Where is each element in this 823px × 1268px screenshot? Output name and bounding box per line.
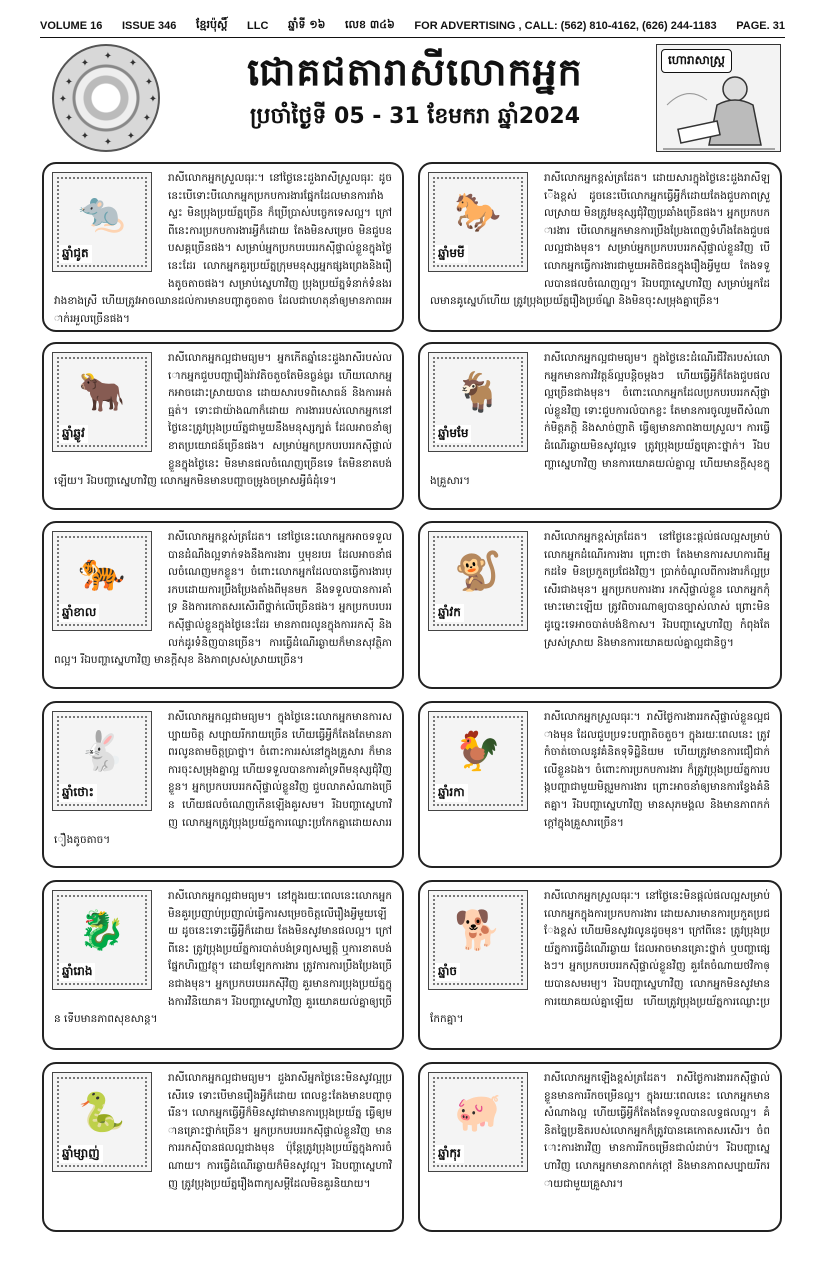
page-subtitle: ប្រចាំថ្ងៃទី 05 - 31 ខែមករា ឆ្នាំ2024	[249, 104, 581, 129]
goat-icon: 🐐	[454, 370, 502, 415]
zodiac-emblem	[52, 352, 152, 452]
horoscope-text: រាសីលោកអ្នកល្អជាមធ្យម។ អ្នកកើតឆ្នាំនេះដួងរាសីរបស់លោកអ្នកជួបបញ្ហារឿងរ៉ាវតិចតួចតែមិនធ្ងន់ធ្ងរ ហើយលោកអ្នកអាចដោះស្រាយបាន ដោយសារបទពិសោធន៍ និងការអត់ធ្មត់។ ទោះជាយ៉ាងណាក៏ដោយ ការងាររបស់លោកអ្នកនៅថ្ងៃនេះត្រូវប្រុងប្រយ័ត្នជាមួយនឹងមនុស្សក្បត់ ដែលអាចនាំឲ្យខាតប្រយោជន៍ច្រើនផង។ សម្រាប់អ្នកប្រកបរបររកស៊ីផ្ទាល់ខ្លួនក្នុងថ្ងៃនេះ មិនមានផលចំណេញច្រើនទេ តែមិនខាតបង់ឡើយ។ រីឯបញ្ហាស្នេហាវិញ លោកអ្នកមិនមានបញ្ហាចម្រូងចម្រាសអ្វីធំដុំទេ។	[54, 352, 392, 488]
horoscope-text: រាសីលោកអ្នកឡើងខ្ពស់ត្រដែត។ រាសីថ្ងៃការងាររកស៊ីផ្ទាល់ខ្លួនមានការរីកចម្រើនល្អ។ ក្នុងរយៈពេលនេះ លោកអ្នកមានសំណាងល្អ ហើយធ្វើអ្វីក៏តែងតែទទួលបានលទ្ធផលល្អ។ គំនិតច្នៃប្រឌិតរបស់លោកអ្នកក៏ត្រូវបានគេកោតសរសើរ។ ចំពោះការងារវិញ មានការរីកចម្រើនជាលំដាប់។ រីឯបញ្ហាស្នេហាវិញ លោកអ្នកមានភាពកក់ក្តៅ និងមានភាពសប្បាយរីករាយជាមួយគ្រួសារ។	[544, 1072, 770, 1190]
horoscope-text: រាសីលោកអ្នកខ្ពស់ត្រដែត។ នៅថ្ងៃនេះលោកអ្នកអាចទទួលបានដំណឹងល្អទាក់ទងនឹងការងារ ឬមុខរបរ ដែលអាចនាំផលចំណេញមកខ្លួន។ ចំពោះលោកអ្នកដែលបានធ្វើការងារប្រកបដោយការប្រឹងប្រែងតាំងពីមុនមក នឹងទទួលបានការគាំទ្រ និងការកោតសរសើរពីថ្នាក់លើច្រើនផង។ អ្នកប្រកបរបររកស៊ីផ្ទាល់ខ្លួនក្នុងថ្ងៃនេះដែរ មានភាពរលូនក្នុងការរកស៊ី និងលក់ដូរទំនិញបានច្រើន។ ការធ្វើដំណើរឆ្ងាយក៏មានសុវត្ថិភាពល្អ។ រីឯបញ្ហាស្នេហាវិញ មានក្តីសុខ និងភាពស្រស់ស្រាយច្រើន។	[54, 531, 392, 667]
horoscope-text: រាសីលោកអ្នកល្អជាមធ្យម។ នៅក្នុងរយៈពេលនេះលោកអ្នកមិនគួរប្រញាប់ប្រញាល់ធ្វើការសម្រេចចិត្តលើរឿងអ្វីមួយឡើយ ដូចនេះទោះធ្វើអ្វីក៏ដោយ តែងមិនសូវមានផលល្អ។ ក្រៅពីនេះ ត្រូវប្រុងប្រយ័ត្នការបាត់បង់ទ្រព្យសម្បត្តិ ឬការខាតបង់ផ្នែកហិរញ្ញវត្ថុ។ ដោយឡែកការងារ ត្រូវការការប្រឹងប្រែងច្រើនជាងមុន។ អ្នកប្រកបរបររកស៊ីវិញ គួរមានការប្រុងប្រយ័ត្នក្នុងការវិនិយោគ។ រីឯបញ្ហាស្នេហាវិញ គួរយោគយល់គ្នាឲ្យច្រើន ទើបមានភាពសុខសាន្ត។	[54, 890, 392, 1026]
monkey-icon: 🐒	[454, 549, 502, 594]
zodiac-emblem	[52, 172, 152, 272]
horoscope-card-monkey	[418, 521, 782, 689]
horoscope-text: រាសីលោកអ្នកស្រួលធុរៈ។ នៅថ្ងៃនេះដួងរាសីស្រួលធុរៈ ដូចនេះបើទោះបីលោកអ្នកប្រកបការងារផ្នែកដែលមានការរាំងស្ទះ មិនប្រុងប្រយ័ត្នច្រើន ក៏ប្រើប្រាស់បច្ចេកទេសល្អ។ ក្រៅពីនេះការប្រកបការងារអ្វីក៏ដោយ តែងមិនសម្រេច មិនជួបឧបសគ្គច្រើនផង។ សម្រាប់អ្នកប្រកបរបររកស៊ីផ្ទាល់ខ្លួនក្នុងថ្ងៃនេះដែរ លោកអ្នកគួរប្រយ័ត្នក្រុមមនុស្សអ្នកផ្សងព្រេងនិងរឿងតូចតាចផង។ សម្រាប់ស្នេហាវិញ ប្រុងប្រយ័ត្នទំនាក់ទំនងរវាងខាងស្រី ហើយត្រូវអាចឈានដល់ការមានបញ្ហាតូចតាច ដែលជាហេតុនាំឲ្យមានភាពរអាក់រអួលច្រើនផង។	[54, 172, 392, 325]
year-label: ឆ្នាំវក	[435, 604, 464, 622]
horoscope-text: រាសីលោកអ្នកល្អជាមធ្យម។ ក្នុងថ្ងៃនេះលោកអ្នកមានការសប្បាយចិត្ត សប្បាយរីករាយច្រើន ហើយធ្វើអ្វីក៏តែងតែមានភាពរលូនតាមចិត្តប្រាថ្នា។ ចំពោះការរស់នៅក្នុងគ្រួសារ ក៏មានការចុះសម្រុងគ្នាល្អ ហើយទទួលបានការគាំទ្រពីមនុស្សជុំវិញខ្លួន។ អ្នកប្រកបរបររកស៊ីផ្ទាល់ខ្លួនវិញ ជួបលាភសំណាងច្រើន ហើយផលចំណេញកើនឡើងគួរសម។ រីឯបញ្ហាស្នេហាវិញ លោកអ្នកត្រូវប្រុងប្រយ័ត្នការឈ្លោះប្រកែកគ្នាដោយសាររឿងតូចតាច។	[54, 711, 392, 847]
zodiac-emblem	[428, 172, 528, 272]
zodiac-emblem	[52, 1072, 152, 1172]
snake-icon: 🐍	[78, 1090, 126, 1135]
ox-icon: 🐂	[78, 370, 126, 415]
horoscope-card-dog	[418, 880, 782, 1050]
dragon-icon: 🐉	[78, 908, 126, 953]
year-label: ឆ្នាំរោង	[59, 963, 95, 981]
issue-khmer: លេខ ៣៤៦	[345, 17, 395, 31]
horoscope-card-ox	[42, 342, 404, 510]
page-title: ជោគជតារាសីលោកអ្នក	[247, 50, 583, 94]
horoscope-card-dragon	[42, 880, 404, 1050]
issue-label: ISSUE 346	[121, 19, 177, 32]
rat-icon: 🐀	[78, 190, 126, 235]
horoscope-text: រាសីលោកអ្នកស្រួលធុរៈ។ នៅថ្ងៃនេះមិនផ្តល់ផលល្អសម្រាប់លោកអ្នកក្នុងការប្រកបការងារ ដោយសារមានការប្រកួតប្រជែងខ្ពស់ ហើយមិនសូវរលូនដូចមុន។ ក្រៅពីនេះ ត្រូវប្រុងប្រយ័ត្នការធ្វើដំណើរឆ្ងាយ ដែលអាចមានគ្រោះថ្នាក់ ឬបញ្ហាផ្សេងៗ។ អ្នកប្រកបរបររកស៊ីផ្ទាល់ខ្លួនវិញ គួរតែចំណាយថវិកាឲ្យបានសមរម្យ។ រីឯបញ្ហាស្នេហាវិញ លោកអ្នកមិនសូវមានការយោគយល់គ្នាឡើយ ហើយត្រូវប្រុងប្រយ័ត្នការឈ្លោះប្រកែកគ្នា។	[430, 890, 771, 1026]
pig-icon: 🐖	[454, 1090, 502, 1135]
volume-label: VOLUME 16	[40, 19, 103, 32]
horoscope-card-tiger	[42, 521, 404, 689]
year-label: ឆ្នាំម្សាញ់	[59, 1145, 103, 1163]
year-label: ឆ្នាំខាល	[59, 604, 99, 622]
horoscope-text: រាសីលោកអ្នកស្រួលធុរៈ។ រាសីថ្ងៃការងាររកស៊ីផ្ទាល់ខ្លួនល្អជាងមុន ដែលជួបប្រទះបញ្ហាតិចតួច។ ក្នុងរយៈពេលនេះ ត្រូវកំចាត់ចោលនូវគំនិតទុទិដ្ឋិនិយម ហើយត្រូវមានការជឿជាក់លើខ្លួនឯង។ ចំពោះការប្រកបការងារ ក៏ត្រូវប្រុងប្រយ័ត្នការបង្កបញ្ហាជាមួយមិត្តរួមការងារ ព្រោះអាចនាំឲ្យមានការខ្វែងគំនិតគ្នា។ រីឯបញ្ហាស្នេហាវិញ មានសុភមង្គល និងមានភាពកក់ក្តៅក្នុងគ្រួសារច្រើន។	[544, 711, 770, 829]
llc-label: LLC	[247, 19, 269, 32]
horoscope-card-rooster	[418, 701, 782, 868]
rabbit-icon: 🐇	[78, 729, 126, 774]
advertising-contact: FOR ADVERTISING , CALL: (562) 810-4162, (626) 244-1183	[414, 19, 717, 32]
zodiac-emblem	[428, 890, 528, 990]
year-label: ឆ្នាំមមី	[435, 245, 468, 263]
horoscope-text: រាសីលោកអ្នកល្អជាមធ្យម។ ក្នុងថ្ងៃនេះដំណើរជីវិតរបស់លោកអ្នកមានការវិវត្តន៍ល្អបន្តិចម្តងៗ ហើយធ្វើអ្វីក៏តែងជួបផលល្អច្រើនជាងមុន។ ចំពោះលោកអ្នកដែលប្រកបរបររកស៊ីផ្ទាល់ខ្លួនវិញ ទោះជួបការលំបាកខ្លះ តែមានការចូលរួមពីសំណាក់មិត្តភក្តិ និងសាច់ញាតិ ធ្វើឲ្យមានភាពងាយស្រួល។ ការធ្វើដំណើរឆ្ងាយមិនសូវល្អទេ ត្រូវប្រុងប្រយ័ត្នគ្រោះថ្នាក់។ រីឯបញ្ហាស្នេហាវិញ មានការយោគយល់គ្នាល្អ ហើយមានក្តីសុខក្នុងគ្រួសារ។	[430, 352, 770, 488]
year-label: ឆ្នាំថោះ	[59, 784, 97, 802]
astrologer-label: ហោរាសាស្ត្រ	[661, 49, 732, 73]
year-khmer: ឆ្នាំទី ១៦	[288, 17, 326, 31]
horoscope-text: រាសីលោកអ្នកខ្ពស់ត្រដែត។ នៅថ្ងៃនេះផ្តល់ផលល្អសម្រាប់លោកអ្នកដំណើរការងារ ព្រោះថា តែងមានការសហការពីអ្នកដទៃ មិនប្រកួតប្រជែងវិញ។ ប្រាក់ចំណូលពីការងារក៏ល្អប្រសើរជាងមុន។ អ្នកប្រកបការងារ រកស៊ីផ្ទាល់ខ្លួន លោកអ្នកកុំមោះមោះឡើយ ត្រូវពិចារណាឲ្យបានច្បាស់លាស់ ព្រោះមិនដូច្នេះទេអាចបាត់បង់ឱកាស។ រីឯបញ្ហាស្នេហាវិញ កំពុងតែស្រស់ស្រាយ និងមានការយោគយល់គ្នាល្អជានិច្ច។	[544, 531, 770, 649]
masthead-bar	[40, 14, 785, 38]
horoscope-card-goat	[418, 342, 782, 510]
zodiac-emblem	[52, 711, 152, 811]
horoscope-card-rat	[42, 162, 404, 332]
horoscope-card-rabbit	[42, 701, 404, 868]
dog-icon: 🐕	[454, 908, 502, 953]
horoscope-card-horse	[418, 162, 782, 332]
publication-name: ខ្មែរប៉ុស្តិ៍	[196, 17, 228, 31]
zodiac-emblem	[428, 531, 528, 631]
year-label: ឆ្នាំឆ្លូវ	[59, 425, 88, 443]
rooster-icon: 🐓	[454, 729, 502, 774]
zodiac-emblem	[52, 890, 152, 990]
astrologer-illustration	[656, 44, 781, 152]
tiger-icon: 🐅	[78, 549, 126, 594]
zodiac-emblem	[52, 531, 152, 631]
horse-icon: 🐎	[454, 190, 502, 235]
horoscope-card-pig	[418, 1062, 782, 1232]
zodiac-wheel-icon: ✦ ✦ ✦ ✦ ✦ ✦ ✦ ✦ ✦ ✦ ✦ ✦	[52, 44, 160, 152]
zodiac-emblem	[428, 711, 528, 811]
page-number: PAGE. 31	[736, 19, 785, 32]
year-label: ឆ្នាំមមែ	[435, 425, 471, 443]
year-label: ឆ្នាំជូត	[59, 245, 92, 263]
horoscope-card-snake	[42, 1062, 404, 1232]
horoscope-text: រាសីលោកអ្នកល្អជាមធ្យម។ ដួងរាសីអ្នកថ្ងៃនេះមិនសូវល្អប្រសើរទេ ទោះបើមានរឿងអ្វីក៏ដោយ ពេលខ្លះតែងមានបញ្ហាច្រើន។ លោកអ្នកធ្វើអ្វីក៏មិនសូវជាមានការប្រុងប្រយ័ត្ន ធ្វើឲ្យមានគ្រោះថ្នាក់ច្រើន។ អ្នកប្រកបរបររកស៊ីផ្ទាល់ខ្លួនវិញ មានការរកស៊ីបានផលល្អជាងមុន ប៉ុន្តែត្រូវប្រុងប្រយ័ត្នក្នុងការចំណាយ។ ការធ្វើដំណើរឆ្ងាយក៏មិនសូវល្អ។ រីឯបញ្ហាស្នេហាវិញ ត្រូវប្រុងប្រយ័ត្នរឿងពាក្យសម្តីដែលមិនគួរនិយាយ។	[168, 1072, 392, 1190]
year-label: ឆ្នាំច	[435, 963, 460, 981]
horoscope-text: រាសីលោកអ្នកខ្ពស់ត្រដែត។ ដោយសារក្នុងថ្ងៃនេះដួងរាសីឡើងខ្ពស់ ដូចនេះបើលោកអ្នកធ្វើអ្វីក៏ដោយតែងជួបភាពស្រួលស្រាយ មិនត្រូវមនុស្សជុំវិញប្រឆាំងច្រើនផង។ អ្នកប្រកបការងារ បើលោកអ្នកមានការប្រឹងប្រែងពេញទំហឹងតែងជួបផលល្អជាងមុន។ សម្រាប់អ្នកប្រកបរបររកស៊ីផ្ទាល់ខ្លួនវិញ បើលោកអ្នកធ្វើការងារជាមួយអតិថិជនក្នុងរឿងអ្វីមួយ តែងទទួលបានផលចំណេញល្អ។ រីឯបញ្ហាស្នេហាវិញ សម្រាប់អ្នកដែលមានគូស្នេហ៍ហើយ ត្រូវប្រុងប្រយ័ត្នរឿងប្រច័ណ្ឌ និងមិនចុះសម្រុងគ្នាច្រើន។	[430, 172, 770, 308]
year-label: ឆ្នាំកុរ	[435, 1145, 464, 1163]
year-label: ឆ្នាំរកា	[435, 784, 468, 802]
zodiac-emblem	[428, 352, 528, 452]
zodiac-emblem	[428, 1072, 528, 1172]
